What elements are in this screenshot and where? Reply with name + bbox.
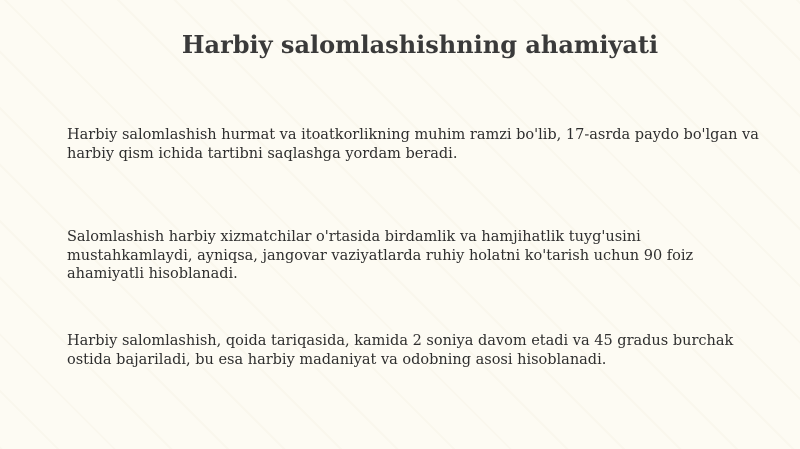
paragraph-2: Salomlashish harbiy xizmatchilar o'rtasida birdamlik va hamjihatlik tuyg'usini mustahkamlaydi, ayniqsa, jangovar vaziyatlarda ruhiy holatni ko'tarish uchun 90 foiz ahamiyatli hisoblanadi. <box>67 229 694 282</box>
slide-title: Harbiy salomlashishning ahamiyati <box>181 30 659 59</box>
paragraph-3: Harbiy salomlashish, qoida tariqasida, kamida 2 soniya davom etadi va 45 gradus burchak ostida bajariladi, bu esa harbiy madaniyat va odobning asosi hisoblanadi. <box>67 333 734 368</box>
paragraph-1: Harbiy salomlashish hurmat va itoatkorlikning muhim ramzi bo'lib, 17-asrda paydo bo'lgan va harbiy qism ichida tartibni saqlashga yordam beradi. <box>67 127 759 162</box>
